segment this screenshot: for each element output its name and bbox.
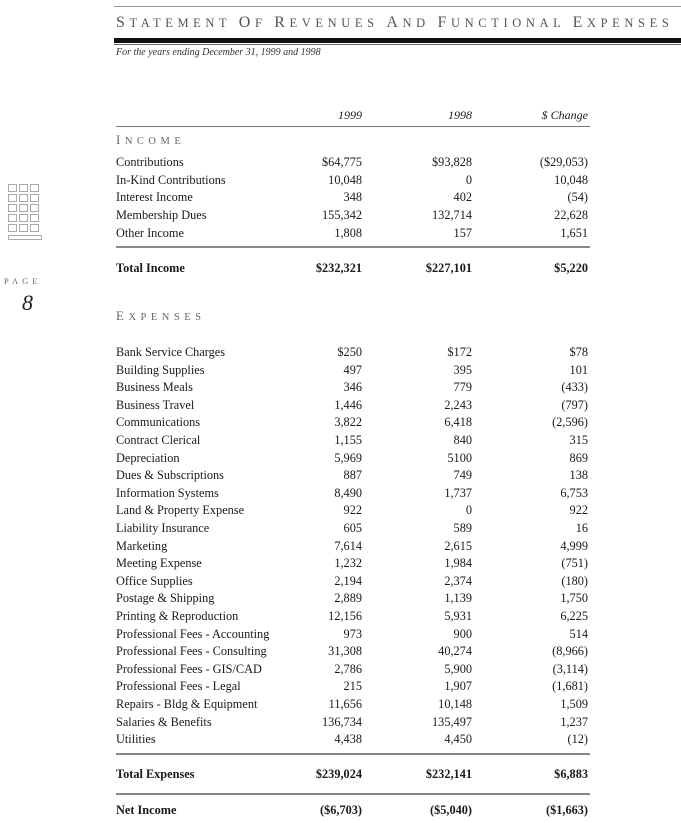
value-change: 1,750 xyxy=(560,591,588,606)
value-1999: 605 xyxy=(343,521,362,535)
value-1998: $172 xyxy=(447,345,472,359)
column-header-1998: 1998 xyxy=(448,108,472,122)
value-1999: 887 xyxy=(343,468,362,483)
table-row xyxy=(116,379,590,396)
net-income-row xyxy=(116,802,590,819)
value-1999: $232,321 xyxy=(315,261,362,275)
statement-title: STATEMENT OF REVENUES AND FUNCTIONAL EXPENSES xyxy=(116,14,674,31)
table-row xyxy=(116,414,590,431)
value-1999: 136,734 xyxy=(322,714,362,729)
row-label: Professional Fees - GIS/CAD xyxy=(116,661,262,676)
column-header-1999: 1999 xyxy=(338,108,362,122)
page-number: 8 xyxy=(22,290,33,315)
row-label: Utilities xyxy=(116,732,156,747)
table-row xyxy=(116,154,590,171)
value-1999: 11,656 xyxy=(328,697,362,711)
row-label: Business Travel xyxy=(116,397,195,412)
value-change: ($29,053) xyxy=(539,155,588,169)
value-1999: ($6,703) xyxy=(319,803,362,817)
value-1999: 12,156 xyxy=(328,609,362,623)
table-row xyxy=(116,397,590,414)
row-label: Information Systems xyxy=(116,485,219,500)
value-1998: 2,374 xyxy=(444,573,472,588)
value-1998: $93,828 xyxy=(432,155,472,169)
net-income-rule xyxy=(116,793,590,795)
table-row xyxy=(116,344,590,361)
table-row xyxy=(116,450,590,467)
value-change: (54) xyxy=(567,190,588,205)
table-row xyxy=(116,538,590,555)
value-1998: 135,497 xyxy=(432,714,472,729)
table-row xyxy=(116,678,590,695)
value-1998: 1,907 xyxy=(444,679,472,694)
table-row xyxy=(116,661,590,678)
total-income-row xyxy=(116,260,590,277)
value-1999: 2,194 xyxy=(334,573,362,588)
value-change: (433) xyxy=(561,380,588,395)
value-1998: 1,737 xyxy=(444,485,472,500)
table-row xyxy=(116,225,590,242)
value-change: 1,651 xyxy=(560,225,588,240)
value-1998: 0 xyxy=(465,503,472,518)
row-label: Contributions xyxy=(116,155,184,169)
table-row xyxy=(116,362,590,379)
income-total-rule xyxy=(116,246,590,248)
table-row xyxy=(116,189,590,206)
table-row xyxy=(116,485,590,502)
row-label: Dues & Subscriptions xyxy=(116,468,224,483)
value-change: 6,225 xyxy=(560,609,588,623)
value-1998: 10,148 xyxy=(438,697,472,711)
row-label: Contract Clerical xyxy=(116,433,201,447)
value-1998: 2,615 xyxy=(444,538,472,553)
row-label: Communications xyxy=(116,415,201,430)
value-1998: 779 xyxy=(453,380,472,395)
value-1999: 155,342 xyxy=(322,208,362,223)
table-row xyxy=(116,608,590,625)
row-label: Bank Service Charges xyxy=(116,345,226,359)
value-change: (12) xyxy=(567,732,588,747)
value-change: 16 xyxy=(575,521,588,535)
table-row xyxy=(116,626,590,643)
title-thick-rule xyxy=(114,38,681,43)
value-1998: 5,900 xyxy=(444,661,472,676)
value-1999: 31,308 xyxy=(328,644,362,659)
row-label: Interest Income xyxy=(116,190,193,205)
row-label: Postage & Shipping xyxy=(116,591,215,606)
value-1999: 1,808 xyxy=(334,225,362,240)
value-change: ($1,663) xyxy=(545,803,588,817)
row-label: Meeting Expense xyxy=(116,556,202,571)
value-1998: 900 xyxy=(453,626,472,641)
value-change: (180) xyxy=(561,573,588,588)
table-row xyxy=(116,207,590,224)
table-row xyxy=(116,714,590,731)
value-change: 869 xyxy=(569,450,588,465)
value-1998: 0 xyxy=(465,172,472,187)
value-1999: 1,446 xyxy=(334,397,362,412)
value-change: (751) xyxy=(561,556,588,571)
value-change: 922 xyxy=(569,503,588,518)
page-label: PAGE xyxy=(4,276,42,286)
row-label: In-Kind Contributions xyxy=(116,172,226,187)
value-1999: 348 xyxy=(343,190,362,205)
value-1998: 4,450 xyxy=(444,732,472,747)
value-change: (797) xyxy=(561,397,588,412)
value-1998: 5,931 xyxy=(444,609,472,623)
row-label: Printing & Reproduction xyxy=(116,609,239,623)
row-label: Membership Dues xyxy=(116,208,207,223)
value-1999: 2,786 xyxy=(334,661,362,676)
value-1998: 5100 xyxy=(447,450,472,465)
value-1998: $232,141 xyxy=(425,767,472,781)
row-label: Liability Insurance xyxy=(116,521,210,535)
value-1999: $250 xyxy=(337,345,362,359)
row-label: Net Income xyxy=(116,803,177,817)
value-1999: 973 xyxy=(343,626,362,641)
row-label: Total Expenses xyxy=(116,767,195,781)
value-1998: ($5,040) xyxy=(429,803,472,817)
row-label: Other Income xyxy=(116,225,184,240)
value-1998: 40,274 xyxy=(438,644,472,659)
value-change: $6,883 xyxy=(554,767,588,781)
row-label: Depreciation xyxy=(116,450,180,465)
statement-subtitle: For the years ending December 31, 1999 and 1998 xyxy=(116,47,321,58)
value-change: 1,237 xyxy=(560,714,588,729)
value-1999: 215 xyxy=(343,679,362,694)
value-change: 514 xyxy=(569,626,588,641)
value-1999: 10,048 xyxy=(328,172,362,187)
value-1999: 8,490 xyxy=(334,485,362,500)
table-row xyxy=(116,731,590,748)
value-change: 1,509 xyxy=(560,697,588,711)
value-1998: 132,714 xyxy=(432,208,472,223)
table-row xyxy=(116,555,590,572)
value-change: 138 xyxy=(569,468,588,483)
value-change: 315 xyxy=(569,433,588,447)
table-row xyxy=(116,573,590,590)
value-1999: 7,614 xyxy=(334,538,362,553)
table-row xyxy=(116,520,590,537)
top-rule xyxy=(114,6,681,7)
value-1999: 346 xyxy=(343,380,362,395)
value-1999: $239,024 xyxy=(315,767,362,781)
expenses-total-rule xyxy=(116,753,590,755)
value-change: 6,753 xyxy=(560,485,588,500)
total-expenses-row xyxy=(116,766,590,783)
column-header-change: $ Change xyxy=(541,108,588,122)
table-row xyxy=(116,467,590,484)
row-label: Total Income xyxy=(116,261,185,275)
value-1999: 2,889 xyxy=(334,591,362,606)
row-label: Office Supplies xyxy=(116,573,193,588)
table-row xyxy=(116,590,590,607)
row-label: Professional Fees - Accounting xyxy=(116,626,270,641)
value-change: (3,114) xyxy=(552,661,588,676)
value-1998: 749 xyxy=(453,468,472,483)
table-row xyxy=(116,696,590,713)
table-row xyxy=(116,502,590,519)
value-1999: 1,232 xyxy=(334,556,362,571)
column-header-row xyxy=(116,107,590,124)
value-1998: $227,101 xyxy=(425,261,472,275)
value-change: 4,999 xyxy=(560,538,588,553)
value-1998: 1,984 xyxy=(444,556,472,571)
row-label: Business Meals xyxy=(116,380,193,395)
header-rule xyxy=(116,126,590,127)
value-1999: $64,775 xyxy=(322,155,362,169)
row-label: Professional Fees - Consulting xyxy=(116,644,267,659)
value-1998: 395 xyxy=(453,362,472,377)
table-row xyxy=(116,643,590,660)
value-1998: 6,418 xyxy=(444,415,472,430)
value-change: 22,628 xyxy=(554,208,588,223)
income-section-title: INCOME xyxy=(116,132,186,147)
value-1998: 1,139 xyxy=(444,591,472,606)
value-change: $78 xyxy=(569,345,588,359)
title-thin-rule xyxy=(114,44,681,45)
value-change: $5,220 xyxy=(554,261,588,275)
table-row xyxy=(116,432,590,449)
value-1998: 589 xyxy=(453,521,472,535)
value-1999: 497 xyxy=(343,362,362,377)
expenses-section-title: EXPENSES xyxy=(116,308,206,323)
row-label: Building Supplies xyxy=(116,362,205,377)
row-label: Salaries & Benefits xyxy=(116,714,212,729)
value-1998: 2,243 xyxy=(444,397,472,412)
value-change: 101 xyxy=(569,362,588,377)
value-1999: 5,969 xyxy=(334,450,362,465)
table-row xyxy=(116,172,590,189)
value-change: (2,596) xyxy=(552,415,588,430)
value-1998: 402 xyxy=(453,190,472,205)
value-1999: 3,822 xyxy=(334,415,362,430)
row-label: Marketing xyxy=(116,538,168,553)
row-label: Professional Fees - Legal xyxy=(116,679,241,694)
value-change: (8,966) xyxy=(552,644,588,659)
value-change: (1,681) xyxy=(552,679,588,694)
value-1998: 157 xyxy=(453,225,472,240)
value-1999: 922 xyxy=(343,503,362,518)
value-1999: 1,155 xyxy=(334,433,362,447)
building-grid-icon xyxy=(8,184,42,230)
value-1998: 840 xyxy=(453,433,472,447)
row-label: Repairs - Bldg & Equipment xyxy=(116,697,258,711)
row-label: Land & Property Expense xyxy=(116,503,245,518)
value-change: 10,048 xyxy=(554,172,588,187)
value-1999: 4,438 xyxy=(334,732,362,747)
